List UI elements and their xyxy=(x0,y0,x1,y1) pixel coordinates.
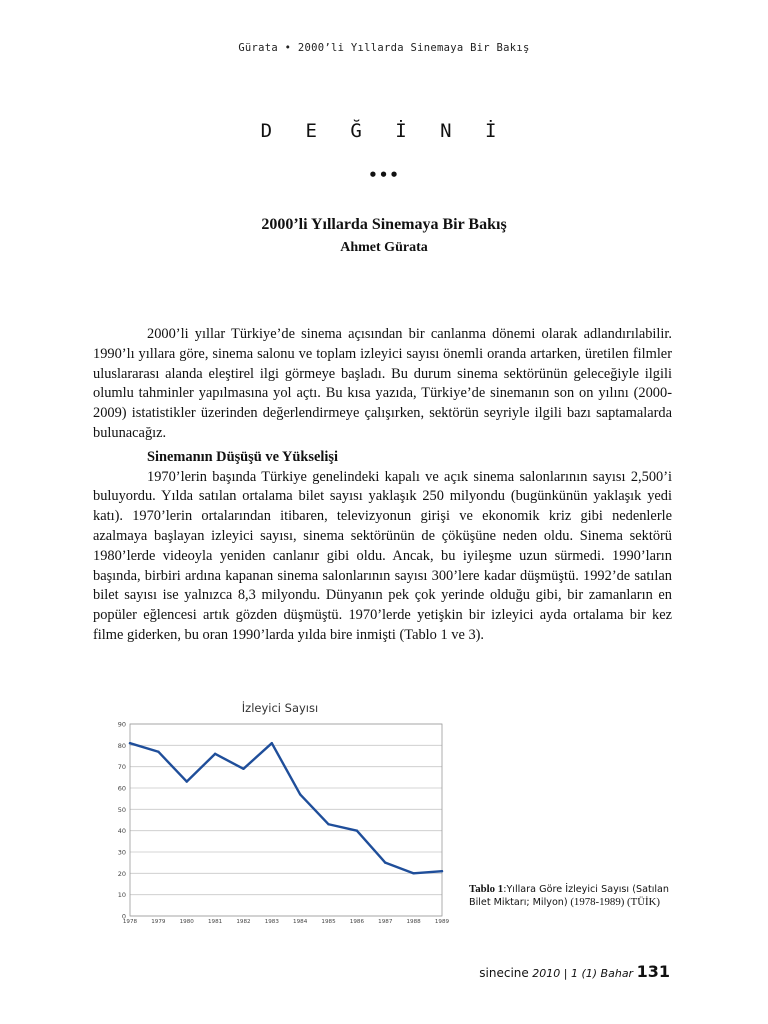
data-point xyxy=(214,753,216,755)
plot-frame xyxy=(130,724,442,916)
x-tick-label: 1988 xyxy=(406,919,421,925)
chart-title: İzleyici Sayısı xyxy=(241,701,319,715)
chart-caption xyxy=(469,883,669,909)
data-point xyxy=(384,861,386,863)
x-tick-label: 1983 xyxy=(264,919,279,925)
article-title: 2000’li Yıllarda Sinemaya Bir Bakış xyxy=(261,216,507,233)
divider-dots: ••• xyxy=(368,166,400,184)
journal-name: sinecine xyxy=(479,966,529,980)
y-tick-label: 70 xyxy=(117,763,126,772)
y-tick-label: 0 xyxy=(121,912,126,921)
x-tick-label: 1979 xyxy=(151,919,166,925)
data-point xyxy=(186,780,188,782)
data-point xyxy=(356,829,358,831)
x-tick-label: 1978 xyxy=(122,919,138,925)
x-tick-label: 1986 xyxy=(349,919,365,925)
series-line xyxy=(130,743,442,873)
main-paragraph: 1970’lerin başında Türkiye genelindeki kapalı ve açık sinema salonlarının sayısı 2,500’i buluyordu. Yılda satılan ortalama bilet sayısı yaklaşık 250 milyondu (bugünkünün yaklaşık yedi katı). 1970’lerin ortalarından itibaren, televizyonun girişi ve ekonomik kriz gibi nedenlerle azalmaya başlayan izleyici sayısı, sinema sektörünün de çöküşüne neden oldu. Sinema sektörü 1980’lerde videoyla yeniden canlanır gibi oldu. Ancak, bu iyileşme uzun sürmedi. 1990’ların başında, birbiri ardına kapanan sinema salonlarının sayısı 300’lere kadar düşmüştü. 1992’de satılan bilet sayısı ise yalnızca 8,3 milyondu. Dünyanın pek çok yerinde olduğu gibi, bir zamanların en popüler eğlencesi artık gözden düşmüştü. 1970’lerde yetişkin bir izleyici ayda ortalama bir kez filme giderken, bu oran 1990’larda yılda bire inmişti (Tablo 1 ve 3). xyxy=(93,468,672,643)
caption-text: :Yıllara Göre İzleyici Sayısı (Satılan Bilet Miktarı; Milyon) xyxy=(469,884,670,908)
caption-label: Tablo 1 xyxy=(469,883,504,895)
data-point xyxy=(299,793,301,795)
x-tick-label: 1981 xyxy=(207,919,223,925)
data-point xyxy=(327,823,329,825)
x-tick-label: 1989 xyxy=(434,919,450,925)
x-tick-label: 1984 xyxy=(293,919,308,925)
page-footer xyxy=(479,962,670,981)
y-tick-label: 80 xyxy=(117,741,126,750)
audience-chart xyxy=(108,698,452,926)
y-tick-label: 60 xyxy=(117,784,126,793)
data-point xyxy=(157,751,159,753)
intro-paragraph: 2000’li yıllar Türkiye’de sinema açısından bir canlanma dönemi olarak adlandırılabilir. 1990’lı yıllara göre, sinema salonu ve toplam izleyici sayısı önemli oranda artarken, üretilen filmler uluslararası alanda eleştirel ilgi görmeye başladı. Bu durum sinema sektörünün geleceğiyle ilgili olumlu tahminler yapılmasına yol açtı. Bu kısa yazıda, Türkiye’de sinemanın son on yılını (2000-2009) istatistikler üzerinden değerlendirmeye çalışırken, sektörün seyriyle ilgili bazı saptamalarda bulunacağız. xyxy=(93,326,672,441)
data-point xyxy=(441,870,443,872)
section-heading: D E Ğ İ N İ xyxy=(260,120,508,142)
article-author: Ahmet Gürata xyxy=(340,240,428,255)
data-point xyxy=(242,768,244,770)
data-point xyxy=(129,742,131,744)
data-point xyxy=(271,742,273,744)
x-tick-label: 1985 xyxy=(321,919,336,925)
x-tick-label: 1987 xyxy=(378,919,393,925)
data-point xyxy=(412,872,414,874)
y-tick-label: 20 xyxy=(117,869,126,878)
x-tick-label: 1980 xyxy=(179,919,194,925)
y-tick-label: 30 xyxy=(117,848,126,857)
y-tick-label: 90 xyxy=(117,720,126,729)
y-tick-label: 50 xyxy=(117,805,126,814)
x-tick-label: 1982 xyxy=(236,919,251,925)
article-body xyxy=(93,325,672,646)
running-head: Gürata • 2000’li Yıllarda Sinemaya Bir Bakış xyxy=(238,42,530,54)
page-number: 131 xyxy=(636,962,670,981)
section-subheading: Sinemanın Düşüşü ve Yükselişi xyxy=(147,448,339,465)
y-tick-label: 40 xyxy=(117,827,126,836)
chart-svg xyxy=(108,698,452,926)
y-tick-label: 10 xyxy=(117,891,126,900)
caption-source: (1978-1989) (TÜİK) xyxy=(567,896,660,908)
issue-info: 2010 | 1 (1) Bahar xyxy=(528,967,637,980)
